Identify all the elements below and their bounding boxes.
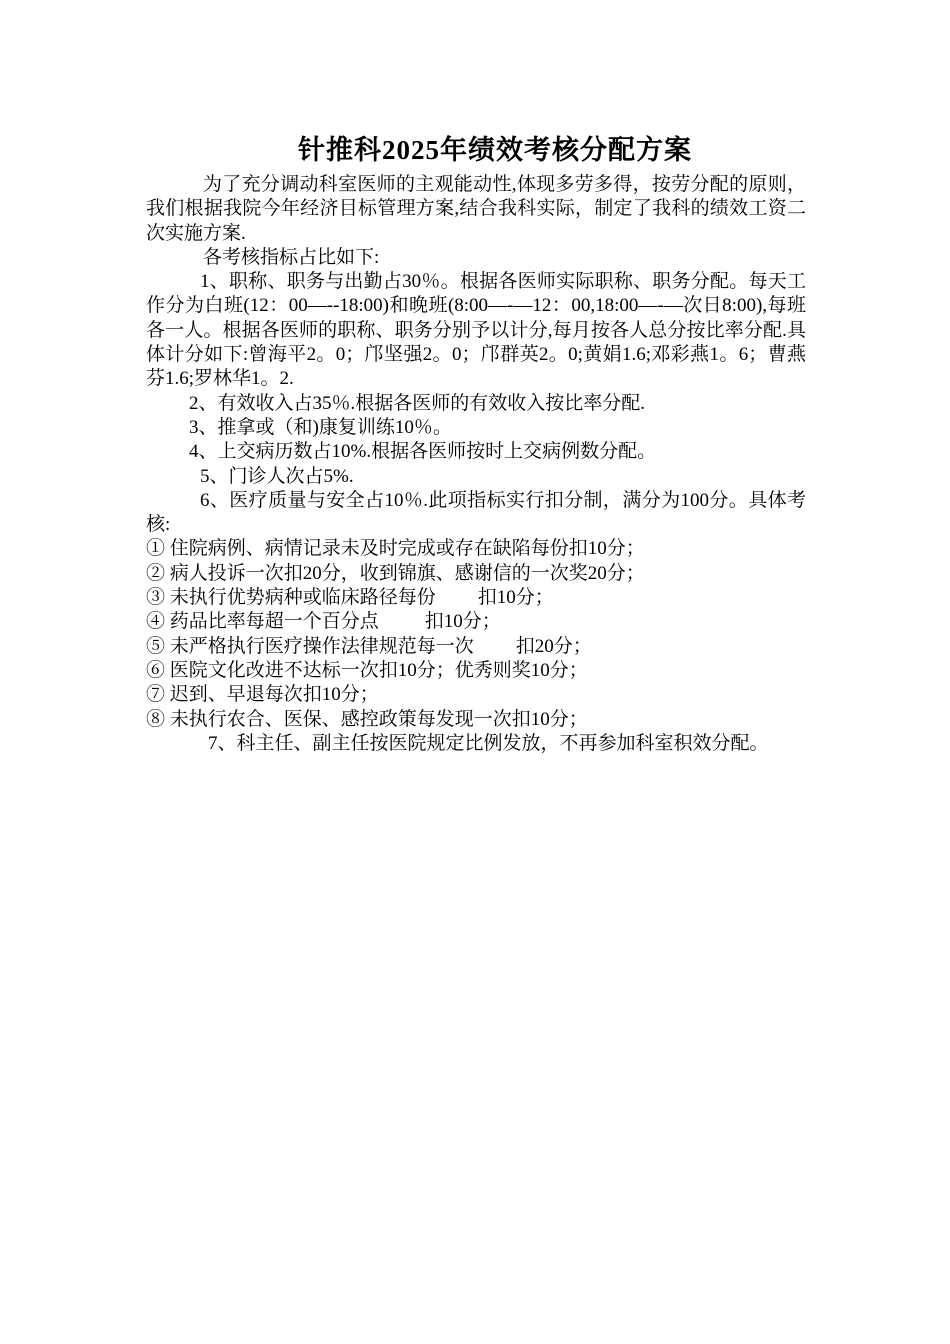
deduction-item-7: ⑦ 迟到、早退每次扣10分；	[146, 684, 379, 706]
intro-paragraph: 为了充分调动科室医师的主观能动性,体现多劳多得，按劳分配的原则，我们根据我院今年经济目标管理方案,结合我科实际，制定了我科的绩效工资二次实施方案.	[146, 174, 806, 244]
indicator-item-3: 3、推拿或（和)康复训练10％。	[189, 416, 452, 438]
indicator-item-7: 7、科主任、副主任按医院规定比例发放，不再参加科室积效分配。	[208, 732, 769, 754]
document-title: 针推科2025年绩效考核分配方案	[298, 135, 692, 165]
indicator-item-1: 1、职称、职务与出勤占30％。根据各医师实际职称、职务分配。每天工作分为白班(12：00—--18:00)和晚班(8:00—-—12：00,18:00—-—次日8:00),每班各一人。根据各医师的职称、职务分别予以计分,每月按各人总分按比率分配.具体计分如下:曾海平2。0；邝坚强2。0；邝群英2。0;黄娟1.6;邓彩燕1。6；曹燕芬1.6;罗林华1。2.	[146, 271, 806, 390]
document-body	[146, 173, 806, 756]
indicators-heading: 各考核指标占比如下:	[203, 246, 380, 268]
indicator-item-2: 2、有效收入占35％.根据各医师的有效收入按比率分配.	[189, 392, 646, 414]
indicator-item-4: 4、上交病历数占10%.根据各医师按时上交病例数分配。	[189, 441, 657, 463]
deduction-item-5	[146, 635, 806, 659]
deduction-item-3-text: ③ 未执行优势病种或临床路径每份	[146, 587, 436, 609]
deduction-item-3	[146, 586, 806, 610]
deduction-item-6: ⑥ 医院文化改进不达标一次扣10分；优秀则奖10分；	[146, 659, 588, 681]
deduction-item-2: ② 病人投诉一次扣20分，收到锦旗、感谢信的一次奖20分；	[146, 562, 645, 584]
indicator-item-6: 6、医疗质量与安全占10％.此项指标实行扣分制，满分为100分。具体考核:	[146, 489, 806, 536]
deduction-item-5-penalty: 扣20分；	[515, 635, 592, 657]
deduction-item-1: ① 住院病例、病情记录未及时完成或存在缺陷每份扣10分；	[146, 538, 645, 560]
indicator-item-5: 5、门诊人次占5%.	[200, 465, 354, 487]
deduction-item-4-text: ④ 药品比率每超一个百分点	[146, 611, 379, 633]
deduction-item-3-penalty: 扣10分；	[477, 587, 554, 609]
deduction-item-8: ⑧ 未执行农合、医保、感控政策每发现一次扣10分；	[146, 708, 588, 730]
deduction-item-4	[146, 610, 806, 634]
deduction-item-5-text: ⑤ 未严格执行医疗操作法律规范每一次	[146, 635, 474, 657]
deduction-item-4-penalty: 扣10分；	[424, 611, 501, 633]
